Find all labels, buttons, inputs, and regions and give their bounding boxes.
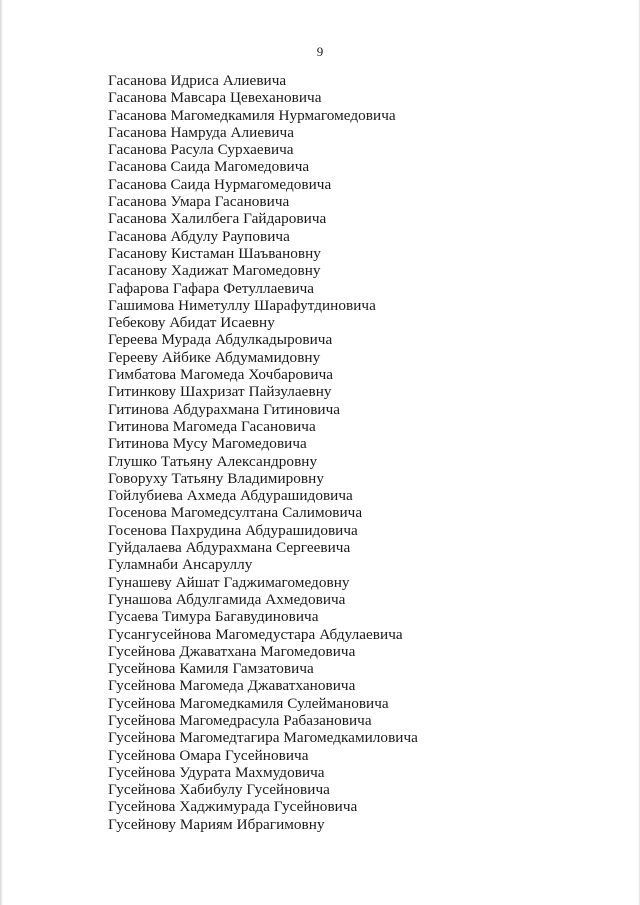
list-item: Гасанова Саида Магомедовича <box>108 158 310 176</box>
page-number: 9 <box>316 44 324 59</box>
list-item: Гашимова Ниметуллу Шарафутдиновича <box>108 296 376 314</box>
list-item: Гафарова Гафара Фетуллаевича <box>108 279 315 297</box>
list-item: Гимбатова Магомеда Хочбаровича <box>108 366 334 384</box>
list-item: Гусейнову Мариям Ибрагимовну <box>108 815 325 833</box>
list-item: Гусейнова Хабибулу Гусейновича <box>108 781 330 799</box>
list-item: Гойлубиева Ахмеда Абдурашидовича <box>108 487 353 505</box>
list-item: Гусейнова Удурата Махмудовича <box>108 763 325 781</box>
list-item: Глушко Татьяну Александровну <box>108 452 318 470</box>
list-item: Гасанова Халилбега Гайдаровича <box>108 210 327 228</box>
list-item: Гасанова Магомедкамиля Нурмагомедовича <box>108 106 396 124</box>
list-item: Гусейнова Джаватхана Магомедовича <box>108 642 356 660</box>
list-item: Говоруху Татьяну Владимировну <box>108 469 324 487</box>
list-item: Гунашова Абдулгамида Ахмедовича <box>108 590 346 608</box>
list-item: Гуйдалаева Абдурахмана Сергеевича <box>108 539 351 557</box>
list-item: Гасанову Хадижат Магомедовну <box>108 262 321 280</box>
list-item: Гусейнова Магомеда Джаватхановича <box>108 677 356 695</box>
list-item: Гусейнова Магомедрасула Рабазановича <box>108 711 372 729</box>
list-item: Гасанова Идриса Алиевича <box>108 72 287 89</box>
list-item: Гусейнова Хаджимурада Гусейновича <box>108 798 358 816</box>
list-item: Гусейнова Омара Гусейновича <box>108 746 309 764</box>
list-item: Гитинова Магомеда Гасановича <box>108 417 316 435</box>
list-item: Гусейнова Магомедтагира Магомедкамиловича <box>108 729 418 747</box>
list-item: Гуламнаби Ансаруллу <box>108 556 253 574</box>
list-item: Гасанова Абдулу Рауповича <box>108 227 290 245</box>
list-item: Гасанова Саида Нурмагомедовича <box>108 175 332 193</box>
list-item: Гереева Мурада Абдулкадыровича <box>108 331 333 349</box>
list-item: Гебекову Абидат Исаевну <box>108 314 275 332</box>
list-item: Гусаева Тимура Багавудиновича <box>108 608 319 626</box>
list-item: Гасанову Кистаман Шаъвановну <box>108 244 321 262</box>
list-item: Гереeву Айбике Абдумамидовну <box>108 348 321 366</box>
list-item: Гасанова Мавсара Цевехановича <box>108 89 322 107</box>
list-item: Гитинкову Шахризат Пайзулаевну <box>108 383 332 401</box>
list-item: Гитинова Мусу Магомедовича <box>108 435 307 453</box>
list-item: Госенова Пахрудина Абдурашидовича <box>108 521 358 539</box>
list-item: Гунашеву Айшат Гаджимагомедовну <box>108 573 350 591</box>
list-item: Гасанова Умара Гасановича <box>108 193 290 211</box>
list-item: Госенова Магомедсултана Салимовича <box>108 504 363 522</box>
list-item: Гасанова Намруда Алиевича <box>108 123 294 141</box>
name-list <box>108 72 418 833</box>
list-item: Гусейнова Магомедкамиля Сулеймановича <box>108 694 389 712</box>
list-item: Гусангусейнова Магомедустара Абдулаевича <box>108 625 403 643</box>
list-item: Гасанова Расула Сурхаевича <box>108 141 294 159</box>
scan-edge-left <box>0 0 3 905</box>
list-item: Гусейнова Камиля Гамзатовича <box>108 660 314 678</box>
list-item: Гитинова Абдурахмана Гитиновича <box>108 400 341 418</box>
